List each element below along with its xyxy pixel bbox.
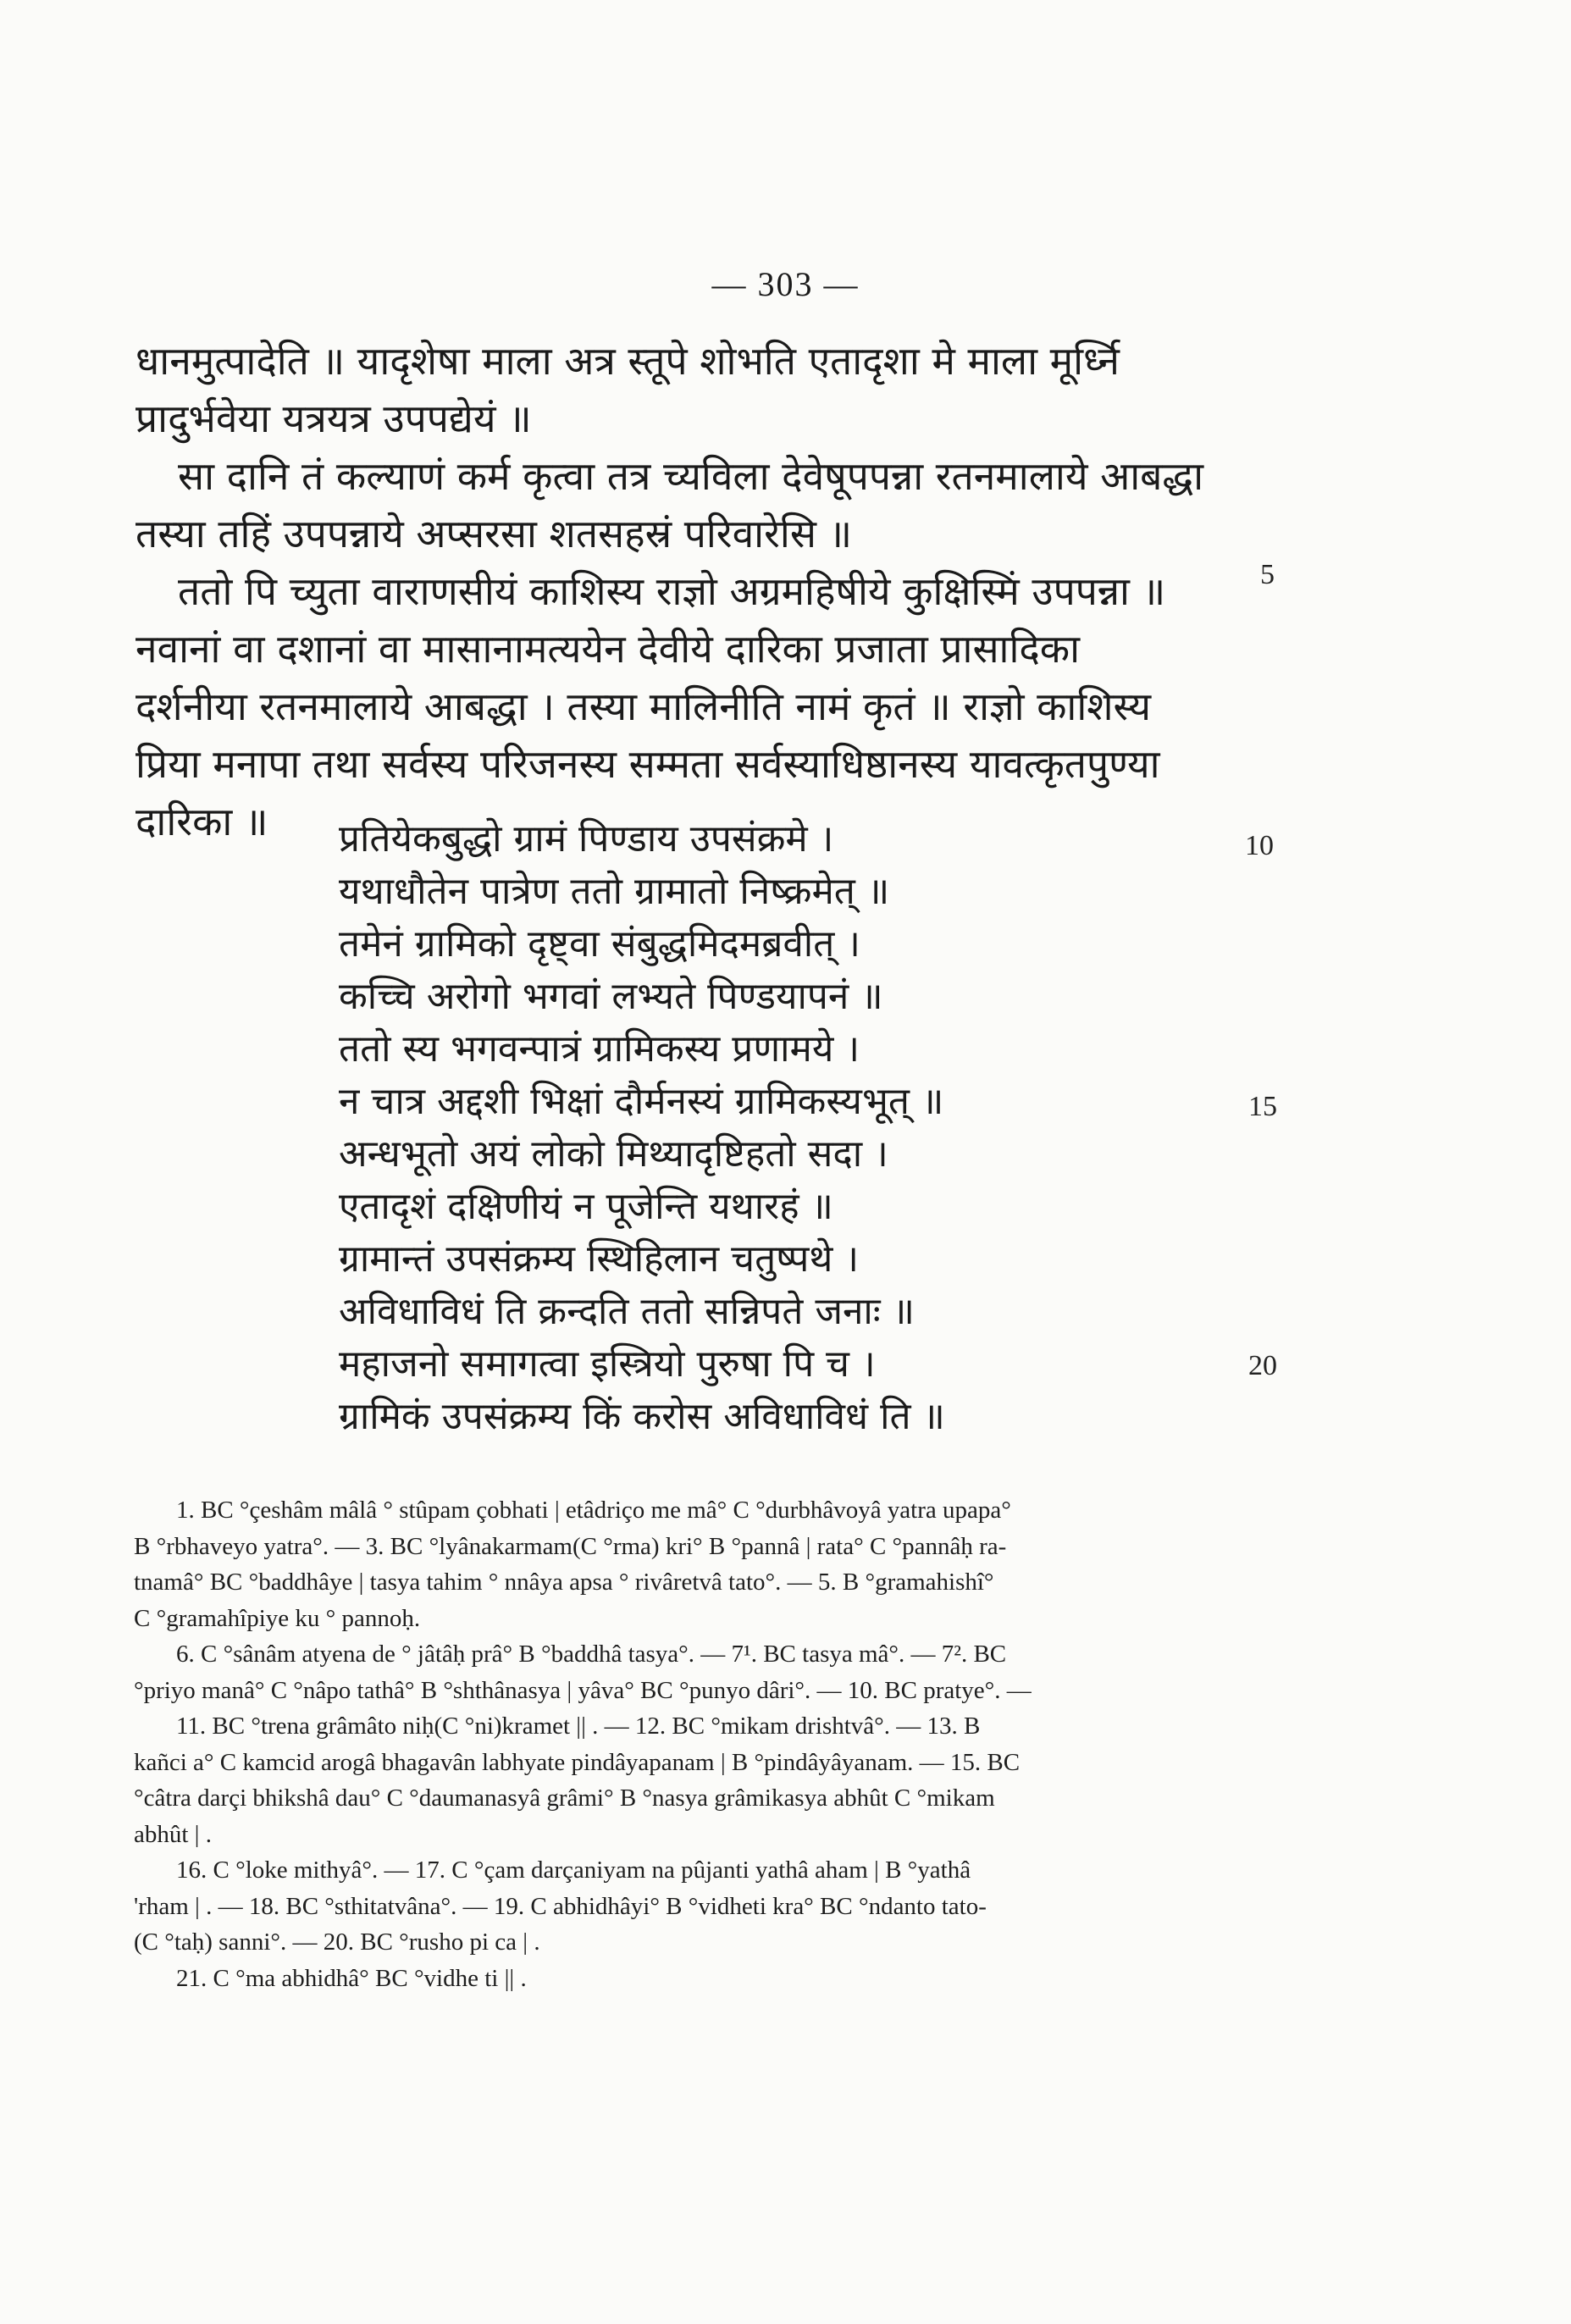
- verse-line: यथाधौतेन पात्रेण ततो ग्रामातो निष्क्रमेत् ॥: [339, 870, 890, 913]
- verse-line: ग्रामिकं उपसंक्रम्य किं करोस अविधाविधं ति ॥: [339, 1395, 945, 1438]
- footnote-line: 6. C °sânâm atyena de ° jâtâḥ prâ° B °baddhâ tasya°. — 7¹. BC tasya mâ°. — 7². BC: [176, 1641, 1007, 1668]
- verse-line: ततो स्य भगवन्पात्रं ग्रामिकस्य प्रणामये ।: [339, 1027, 860, 1071]
- page-number: — 303 —: [711, 265, 860, 303]
- footnote-line: 'rham | . — 18. BC °sthitatvâna°. — 19. C abhidhâyi° B °vidheti kra° BC °ndanto tato-: [134, 1892, 987, 1920]
- verse-line: एतादृशं दक्षिणीयं न पूजेन्ति यथारहं ॥: [339, 1185, 833, 1228]
- prose-line: धानमुत्पादेति ॥ यादृशेषा माला अत्र स्तूपे शोभति एतादृशा मे माला मूर्ध्नि: [136, 338, 1120, 384]
- footnotes-block: [134, 1492, 1277, 1996]
- verse-line: तमेनं ग्रामिको दृष्ट्वा संबुद्धमिदमब्रवीत् ।: [339, 922, 860, 966]
- prose-block: [136, 332, 1296, 850]
- footnote-line: 1. BC °çeshâm mâlâ ° stûpam çobhati | etâdriço me mâ° C °durbhâvoyâ yatra upapa°: [176, 1497, 1011, 1524]
- prose-line: ततो पि च्युता वाराणसीयं काशिस्य राज्ञो अग्रमहिषीये कुक्षिस्मिं उपपन्ना ॥: [178, 568, 1166, 614]
- margin-line-number: 5: [1260, 559, 1275, 590]
- verse-block: [339, 813, 1270, 1443]
- verse-line: ग्रामान्तं उपसंक्रम्य स्थिहिलान चतुष्पथे ।: [339, 1237, 860, 1281]
- verse-line: अन्धभूतो अयं लोको मिथ्यादृष्टिहतो सदा ।: [339, 1132, 888, 1176]
- prose-line: नवानां वा दशानां वा मासानामत्ययेन देवीये दारिका प्रजाता प्रासादिका: [136, 626, 1081, 672]
- prose-line: दारिका ॥: [136, 799, 268, 844]
- prose-line: दर्शनीया रतनमालाये आबद्धा । तस्या मालिनीति नामं कृतं ॥ राज्ञो काशिस्य: [136, 683, 1152, 729]
- verse-line: महाजनो समागत्वा इस्त्रियो पुरुषा पि च ।: [339, 1342, 876, 1386]
- margin-line-number: 20: [1248, 1350, 1277, 1381]
- footnote-line: 11. BC °trena grâmâto niḥ(C °ni)kramet || . — 12. BC °mikam drishtvâ°. — 13. B: [176, 1713, 981, 1740]
- footnote-line: tnamâ° BC °baddhâye | tasya tahim ° nnâya apsa ° rivâretvâ tato°. — 5. B °gramahishî°: [134, 1569, 994, 1596]
- footnote-line: abhût | .: [134, 1820, 212, 1848]
- footnote-line: (C °taḥ) sanni°. — 20. BC °rusho pi ca | .: [134, 1928, 540, 1956]
- prose-line: प्रिया मनापा तथा सर्वस्य परिजनस्य सम्मता सर्वस्याधिष्ठानस्य यावत्कृतपुण्या: [136, 741, 1160, 787]
- margin-line-number: 10: [1245, 830, 1274, 861]
- footnote-line: °priyo manâ° C °nâpo tathâ° B °shthânasya | yâva° BC °punyo dâri°. — 10. BC pratye°. —: [134, 1676, 1032, 1704]
- footnote-line: 16. C °loke mithyâ°. — 17. C °çam darçaniyam na pûjanti yathâ aham | B °yathâ: [176, 1856, 971, 1884]
- prose-line: तस्या तहिं उपपन्नाये अप्सरसा शतसहस्रं परिवारेसि ॥: [136, 511, 853, 556]
- footnote-line: kañci a° C kamcid arogâ bhagavân labhyate pindâyapanam | B °pindâyâyanam. — 15. BC: [134, 1748, 1021, 1776]
- prose-line: प्रादुर्भवेया यत्रयत्र उपपद्येयं ॥: [136, 396, 532, 441]
- footnote-line: 21. C °ma abhidhâ° BC °vidhe ti || .: [176, 1964, 527, 1992]
- prose-line: सा दानि तं कल्याणं कर्म कृत्वा तत्र च्यविला देवेषूपपन्ना रतनमालाये आबद्धा: [178, 453, 1204, 499]
- verse-line: न चात्र अद्दशी भिक्षां दौर्मनस्यं ग्रामिकस्यभूत् ॥: [339, 1080, 944, 1123]
- footnote-line: B °rbhaveyo yatra°. — 3. BC °lyânakarmam(C °rma) kri° B °pannâ | rata° C °pannâḥ ra-: [134, 1532, 1007, 1560]
- footnote-line: °câtra darçi bhikshâ dau° C °daumanasyâ grâmi° B °nasya grâmikasya abhût C °mikam: [134, 1784, 995, 1812]
- footnote-line: C °gramahîpiye ku ° pannoḥ.: [134, 1604, 421, 1632]
- verse-line: अविधाविधं ति क्रन्दति ततो सन्निपते जनाः ॥: [339, 1290, 915, 1333]
- verse-line: प्रतियेकबुद्धो ग्रामं पिण्डाय उपसंक्रमे ।: [339, 817, 834, 860]
- margin-line-number: 15: [1248, 1091, 1277, 1122]
- verse-line: कच्चि अरोगो भगवां लभ्यते पिण्डयापनं ॥: [339, 975, 883, 1018]
